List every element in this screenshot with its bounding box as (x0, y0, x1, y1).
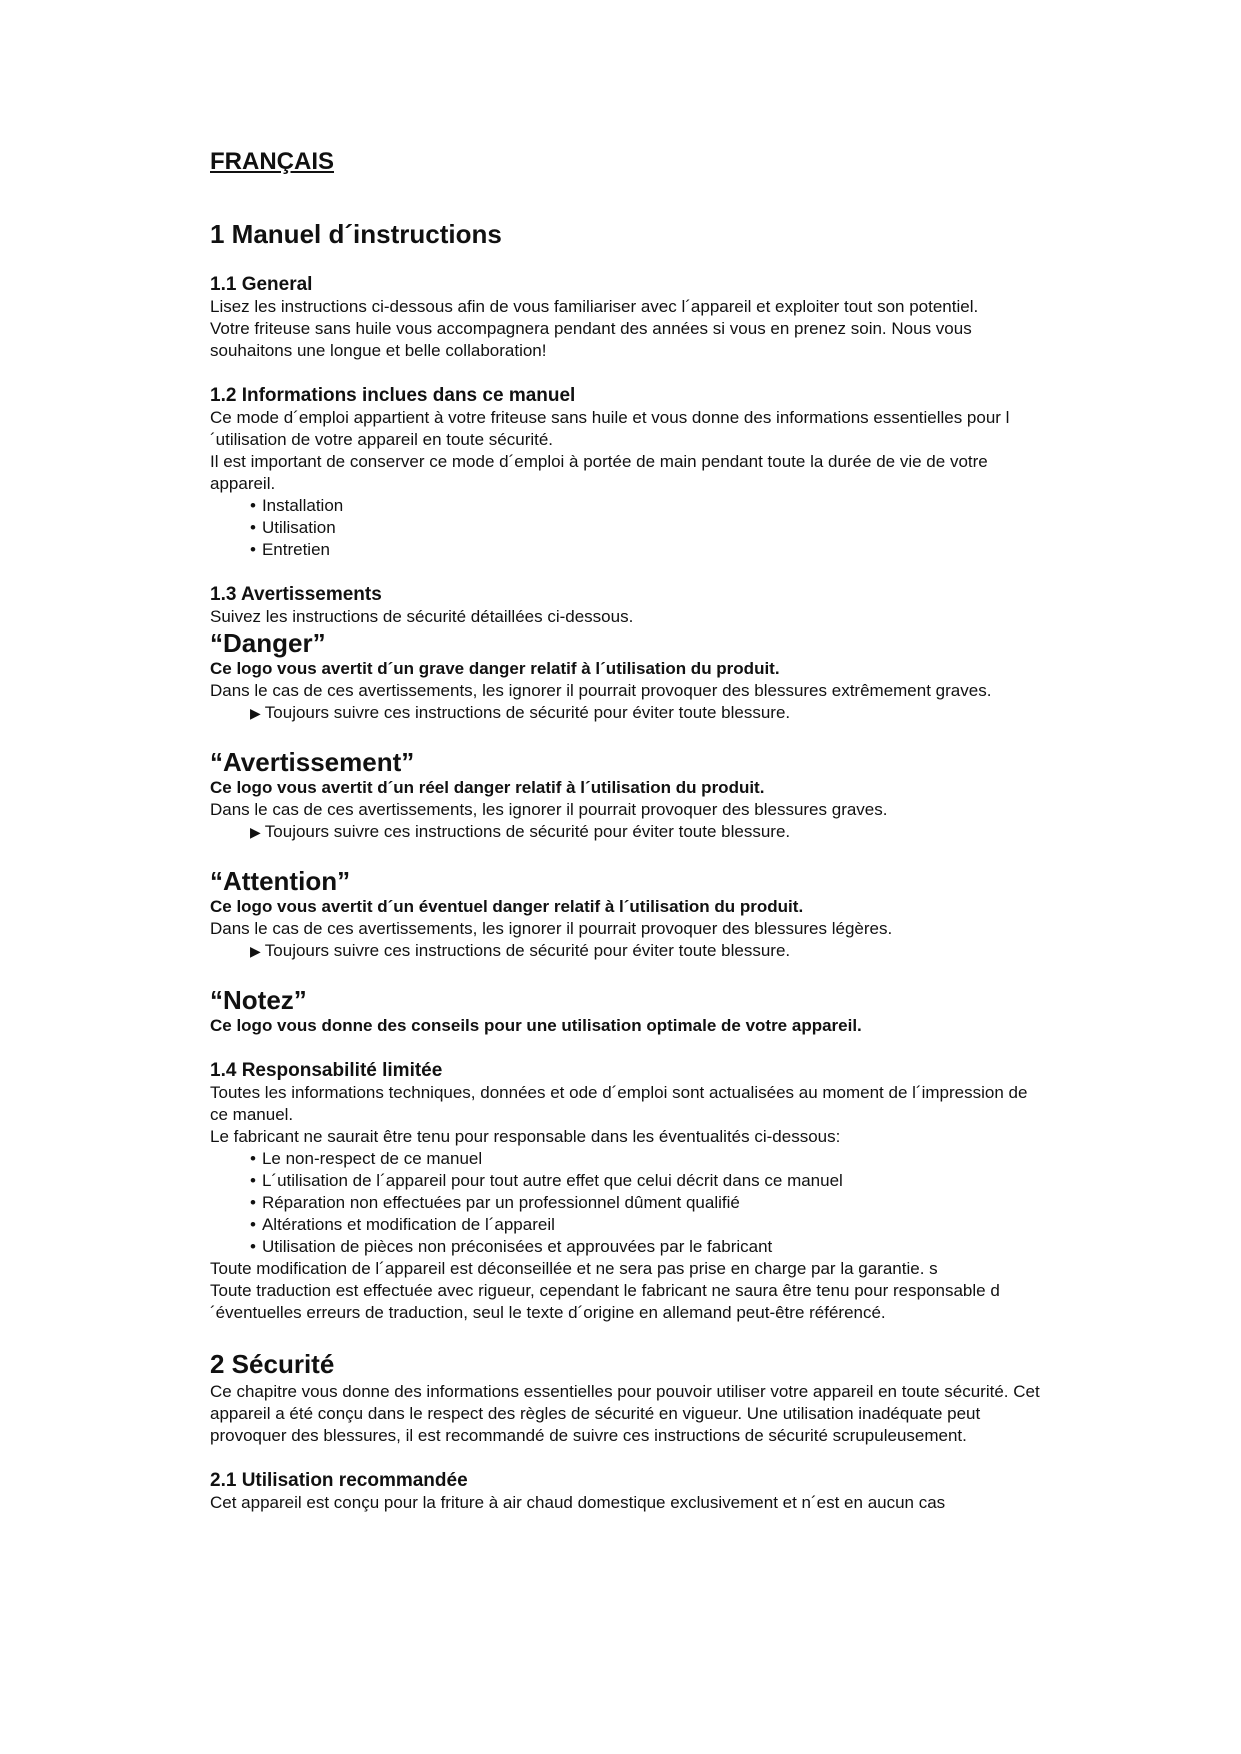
danger-label: “Danger” (210, 628, 326, 658)
attention-bold-text: Ce logo vous avertit d´un éventuel danger relatif à l´utilisation du produit. (210, 897, 804, 916)
play-icon: ▶ (250, 824, 261, 840)
list-item: • L´utilisation de l´appareil pour tout autre effet que celui décrit dans ce manuel (250, 1170, 1041, 1192)
list-item: • Utilisation (250, 517, 1041, 539)
paragraph: Il est important de conserver ce mode d´emploi à portée de main pendant toute la durée de vie de votre appareil. (210, 452, 988, 493)
section-2-1-title: 2.1 Utilisation recommandée (210, 1470, 468, 1491)
paragraph: Suivez les instructions de sécurité détaillées ci-dessous. (210, 607, 634, 626)
section-1-title: 1 Manuel d´instructions (210, 219, 502, 249)
danger-bold-text: Ce logo vous avertit d´un grave danger relatif à l´utilisation du produit. (210, 659, 780, 678)
avertissement-label: “Avertissement” (210, 747, 415, 777)
bullet-list (210, 1148, 1041, 1258)
notez-bold-text: Ce logo vous donne des conseils pour une utilisation optimale de votre appareil. (210, 1016, 862, 1035)
list-item: • Le non-respect de ce manuel (250, 1148, 1041, 1170)
paragraph: Lisez les instructions ci-dessous afin de vous familiariser avec l´appareil et exploiter tout son potentiel. (210, 297, 979, 316)
section-1-2-title: 1.2 Informations inclues dans ce manuel (210, 385, 576, 406)
avertissement-bold-text: Ce logo vous avertit d´un réel danger relatif à l´utilisation du produit. (210, 778, 765, 797)
attention-advice: ▶ Toujours suivre ces instructions de sécurité pour éviter toute blessure. (250, 941, 791, 960)
section-1-3-title: 1.3 Avertissements (210, 584, 382, 605)
section-1-1-title: 1.1 General (210, 274, 313, 295)
danger-advice: ▶ Toujours suivre ces instructions de sécurité pour éviter toute blessure. (250, 703, 791, 722)
section-1-4-title: 1.4 Responsabilité limitée (210, 1060, 443, 1081)
list-item: • Installation (250, 495, 1041, 517)
paragraph: Toute traduction est effectuée avec rigueur, cependant le fabricant ne saura être tenu pour responsable d´éventuelles erreurs de traduction, seul le texte d´origine en allemand peut-être référencé. (210, 1281, 1000, 1322)
notez-label: “Notez” (210, 985, 307, 1015)
play-icon: ▶ (250, 705, 261, 721)
language-title: FRANÇAIS (210, 148, 334, 175)
paragraph: Votre friteuse sans huile vous accompagnera pendant des années si vous en prenez soin. Nous vous souhaitons une longue et belle collaboration! (210, 319, 972, 360)
list-item: • Altérations et modification de l´appareil (250, 1214, 1041, 1236)
bullet-list (210, 495, 1041, 561)
section-2-title: 2 Sécurité (210, 1349, 335, 1379)
list-item: • Entretien (250, 539, 1041, 561)
list-item: • Réparation non effectuées par un professionnel dûment qualifié (250, 1192, 1041, 1214)
paragraph: Ce mode d´emploi appartient à votre friteuse sans huile et vous donne des informations essentielles pour l´utilisation de votre appareil en toute sécurité. (210, 408, 1010, 449)
paragraph: Cet appareil est conçu pour la friture à air chaud domestique exclusivement et n´est en aucun cas (210, 1493, 946, 1512)
avertissement-text: Dans le cas de ces avertissements, les ignorer il pourrait provoquer des blessures graves. (210, 800, 888, 819)
attention-label: “Attention” (210, 866, 351, 896)
avertissement-advice: ▶ Toujours suivre ces instructions de sécurité pour éviter toute blessure. (250, 822, 791, 841)
attention-text: Dans le cas de ces avertissements, les ignorer il pourrait provoquer des blessures légères. (210, 919, 893, 938)
paragraph: Toute modification de l´appareil est déconseillée et ne sera pas prise en charge par la garantie. s (210, 1259, 938, 1278)
paragraph: Toutes les informations techniques, données et ode d´emploi sont actualisées au moment de l´impression de ce manuel. (210, 1083, 1028, 1124)
play-icon: ▶ (250, 943, 261, 959)
danger-text: Dans le cas de ces avertissements, les ignorer il pourrait provoquer des blessures extrêmement graves. (210, 681, 992, 700)
paragraph: Le fabricant ne saurait être tenu pour responsable dans les éventualités ci-dessous: (210, 1127, 841, 1146)
list-item: • Utilisation de pièces non préconisées et approuvées par le fabricant (250, 1236, 1041, 1258)
paragraph: Ce chapitre vous donne des informations essentielles pour pouvoir utiliser votre appareil en toute sécurité. Cet appareil a été conçu dans le respect des règles de sécurité en vigueur. Une utilisation inadéquate peut provoquer des blessures, il est recommandé de suivre ces instructions de sécurité scrupuleusement. (210, 1382, 1040, 1445)
